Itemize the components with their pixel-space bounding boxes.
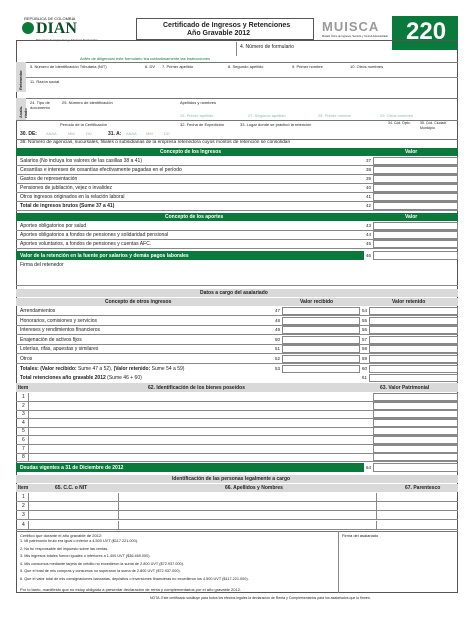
certifico-line: 1. Mi patrimonio bruto era igual o inferior a 4.500 UVT ($117.221.000). bbox=[20, 539, 139, 543]
dep-row-nombres[interactable] bbox=[118, 521, 376, 529]
otros-row-n1: 49 bbox=[274, 327, 280, 332]
ingresos-row-label: Otros ingresos originados en la relación laboral bbox=[20, 194, 125, 200]
deudas-value[interactable] bbox=[373, 463, 458, 472]
muisca-text: MUISCA bbox=[322, 19, 380, 34]
otros-row-label: Arrendamientos bbox=[20, 308, 56, 314]
muisca-logo bbox=[318, 20, 388, 38]
dep-row-parentesco[interactable] bbox=[376, 493, 458, 501]
ingresos-row-num: 40 bbox=[365, 185, 371, 190]
dv-label[interactable]: 6. DV bbox=[145, 64, 156, 69]
dep-row-item: 4 bbox=[22, 521, 25, 528]
bienes-row-item: 1 bbox=[22, 394, 25, 400]
otros-row-v1[interactable] bbox=[282, 307, 360, 315]
periodo-label: Período de la Certificación bbox=[60, 122, 107, 127]
dep-parentesco: 67. Parentesco bbox=[405, 485, 441, 491]
totales-c: Sume 47 a 52), bbox=[76, 366, 113, 372]
bienes-row-item: 3 bbox=[22, 411, 25, 418]
otros-row-v1[interactable] bbox=[282, 355, 360, 363]
dep-row-cc[interactable] bbox=[28, 511, 118, 519]
f26-label[interactable]: 26. Primer apellido bbox=[180, 113, 214, 118]
ingresos-row-num: 38 bbox=[365, 167, 371, 172]
nota: NOTA: Este certificado sustituye para todos los efectos legales la declaración de Renta y Complementarios para los asalariados que lo firmen. bbox=[150, 596, 371, 600]
otros-row-n2: 58 bbox=[361, 346, 367, 351]
bienes-row-value[interactable] bbox=[373, 393, 458, 401]
otros-row-n2: 55 bbox=[361, 317, 367, 323]
firma-asalariado-label[interactable]: Firma del asalariado bbox=[342, 533, 379, 538]
dep-row-parentesco[interactable] bbox=[376, 521, 458, 529]
f33-label[interactable]: 33. Lugar donde se practicó la retención bbox=[240, 122, 312, 127]
otros-recibido: Valor recibido bbox=[300, 299, 334, 305]
bienes-row-value[interactable] bbox=[373, 445, 458, 453]
de-dd[interactable]: DD bbox=[86, 131, 92, 136]
total-ret-num: 61 bbox=[361, 375, 367, 380]
totales-e: Sume 54 a 59) bbox=[150, 366, 185, 372]
otros-row-v1[interactable] bbox=[282, 317, 360, 325]
bienes-row-item: 6 bbox=[22, 437, 25, 443]
aportes-row-num: 43 bbox=[365, 223, 371, 228]
ingresos-row-num: 37 bbox=[365, 158, 371, 163]
dep-row-cc[interactable] bbox=[28, 521, 118, 529]
bienes-row-value[interactable] bbox=[373, 427, 458, 435]
bienes-ident: 62. Identificación de los bienes poseídos bbox=[148, 385, 245, 391]
asalariado-side-label: Asala-riado bbox=[18, 105, 28, 118]
otros-row-label: Intereses y rendimientos financieros bbox=[20, 327, 101, 333]
totales-label bbox=[20, 366, 184, 372]
ingresos-row-value[interactable] bbox=[373, 193, 458, 201]
nombre1-label[interactable]: 9. Primer nombre bbox=[292, 64, 323, 69]
a-mm[interactable]: MM bbox=[146, 131, 153, 136]
ingresos-row-value[interactable] bbox=[373, 202, 458, 210]
otros-row-label: Honorarios, comisiones y servicios bbox=[20, 317, 97, 324]
otros-row-n1: 51 bbox=[274, 346, 280, 351]
dependientes-title: Identificación de las personas legalmente a cargo bbox=[172, 476, 291, 482]
bienes-row-ident[interactable] bbox=[28, 427, 364, 435]
total-ret-label bbox=[20, 375, 142, 381]
aportes-row-label: Aportes voluntarios, a fondos de pensiones y cuentas AFC. bbox=[20, 241, 152, 247]
certifico-line: 4. Mis consumos mediante tarjeta de crédito no excedieron la suma de 2.800 UVT ($72.937.000). bbox=[20, 561, 184, 566]
bienes-row-value[interactable] bbox=[373, 402, 458, 410]
dep-item: Item bbox=[18, 485, 29, 491]
bienes-row-ident[interactable] bbox=[28, 393, 364, 401]
totales-a: Totales: bbox=[20, 366, 39, 372]
bienes-item: Item bbox=[18, 385, 29, 391]
ingresos-row-value[interactable] bbox=[373, 184, 458, 192]
dep-row-parentesco[interactable] bbox=[376, 502, 458, 510]
bienes-row-ident[interactable] bbox=[28, 445, 364, 453]
dian-logo: DIAN bbox=[36, 20, 77, 37]
otros-section-title: Datos a cargo del asalariado bbox=[200, 290, 268, 296]
deudas-label: Deudas vigentes a 31 de Diciembre de 2012 bbox=[20, 465, 124, 471]
otros-row-v2[interactable] bbox=[369, 307, 458, 315]
dep-nombres: 66. Apellidos y Nombres bbox=[225, 485, 283, 491]
otros-row-v2[interactable] bbox=[369, 317, 458, 325]
otros-row-n1: 50 bbox=[274, 336, 280, 342]
tot-v1[interactable] bbox=[282, 365, 360, 373]
field4-label: 4. Número de formulario bbox=[240, 44, 294, 50]
otros-row-line bbox=[16, 363, 458, 364]
otros-row-n2: 56 bbox=[361, 327, 367, 332]
dep-row-nombres[interactable] bbox=[118, 502, 376, 510]
divider bbox=[338, 531, 339, 593]
bienes-row-item: 4 bbox=[22, 419, 25, 426]
dep-row-item: 3 bbox=[22, 512, 25, 519]
ingresos-row-num: 39 bbox=[365, 176, 371, 181]
bienes-valor: 63. Valor Patrimonial bbox=[380, 385, 430, 391]
apellido1-label[interactable]: 7. Primer apellido bbox=[162, 64, 194, 69]
aportes-header bbox=[16, 213, 458, 221]
tot-n2: 60 bbox=[361, 366, 367, 371]
otros-row-label: Enajenación de activos fijos bbox=[20, 336, 82, 343]
form-title: Certificado de Ingresos y Retenciones bbox=[163, 22, 291, 29]
bienes-row-value[interactable] bbox=[373, 419, 458, 427]
ingresos-valor: Valor bbox=[405, 149, 418, 155]
dep-row-parentesco[interactable] bbox=[376, 511, 458, 519]
divider bbox=[26, 77, 458, 78]
ingresos-row-label: Cesantías e intereses de cesantías efectivamente pagadas en el período bbox=[20, 167, 182, 173]
dep-row-item: 1 bbox=[22, 494, 25, 500]
f35-label[interactable]: 35. Cód. Ciudad/ Municipio bbox=[420, 121, 447, 130]
aportes-row-value[interactable] bbox=[373, 231, 458, 239]
bienes-row-value[interactable] bbox=[373, 410, 458, 418]
title-box bbox=[136, 18, 314, 40]
ingresos-row-value[interactable] bbox=[373, 166, 458, 174]
dep-row-nombres[interactable] bbox=[118, 493, 376, 501]
aportes-row-label: Aportes obligatorios por salud bbox=[20, 223, 87, 229]
tipo-doc-label[interactable]: 24. Tipo de documento bbox=[30, 100, 50, 110]
ingresos-row-value[interactable] bbox=[373, 157, 458, 165]
otros-row-n1: 48 bbox=[274, 317, 280, 323]
tot-v2[interactable] bbox=[369, 365, 458, 373]
dep-row-item: 2 bbox=[22, 503, 25, 510]
muisca-subtitle: Modelo Único de Ingresos, Servicio y Control Automatizado bbox=[322, 35, 388, 38]
f28-label[interactable]: 28. Primer nombre bbox=[318, 113, 352, 118]
ingresos-header bbox=[16, 148, 458, 156]
certifico-line: 6. Que el valor total de mis consignaciones bancarias, depósitos o inversiones financieras no excedieron los 4.500 UVT ($117.221.000). bbox=[20, 576, 249, 581]
bienes-row-ident[interactable] bbox=[28, 402, 364, 410]
dep-row-line bbox=[16, 529, 458, 530]
otros-row-n1: 52 bbox=[274, 355, 280, 361]
otros-row-v1[interactable] bbox=[282, 345, 360, 353]
otros-row-v2[interactable] bbox=[369, 355, 458, 363]
ingresos-row-label: Pensiones de jubilación, vejez o invalidez bbox=[20, 185, 113, 191]
dian-logo-icon bbox=[22, 22, 34, 34]
nombre2-label[interactable]: 10. Otros nombres bbox=[350, 64, 384, 69]
otros-row-n2: 57 bbox=[361, 336, 367, 342]
ingresos-row-value[interactable] bbox=[373, 175, 458, 183]
dep-cc: 65. C.C. o NIT bbox=[55, 485, 88, 491]
bienes-row-ident[interactable] bbox=[28, 436, 364, 444]
otros-row-v2[interactable] bbox=[369, 345, 458, 353]
certifico-title: Certifico que durante el año gravable de 2012: bbox=[20, 533, 103, 538]
certifico-footer: Por lo tanto, manifiesto que no estoy obligado a presentar declaración de renta y complementarios por el año gravable 2012. bbox=[20, 587, 242, 592]
otros-row-v1[interactable] bbox=[282, 336, 360, 344]
otros-retenido: Valor retenido bbox=[392, 299, 426, 305]
de-label: 30. DE: bbox=[20, 131, 37, 137]
bienes-row-ident[interactable] bbox=[28, 453, 364, 461]
aportes-concepto: Concepto de los aportes bbox=[165, 214, 224, 220]
totales-d: (Valor retenido: bbox=[113, 366, 151, 372]
dep-row-cc[interactable] bbox=[28, 502, 118, 510]
tot-n1: 53 bbox=[274, 366, 280, 371]
aportes-valor: Valor bbox=[405, 214, 418, 220]
ingresos-row-label: Total de ingresos brutos (Sume 37 a 41) bbox=[20, 203, 115, 209]
apellido2-label[interactable]: 8. Segundo apellido bbox=[228, 64, 264, 69]
otros-row-n1: 47 bbox=[274, 308, 280, 313]
nit-label[interactable]: 5. Número de Identificación Tributaria (NIT) bbox=[30, 64, 107, 69]
firma-retenedor-label: Firma del retenedor bbox=[20, 262, 64, 268]
retencion-label: Valor de la retención en la fuente por salarios y demás pagos laborales bbox=[20, 253, 189, 259]
bienes-row-value[interactable] bbox=[373, 453, 458, 461]
certifico-line: 5. Que el total de mis compras y consumos no superaron la suma de 2.800 UVT ($72.937.000). bbox=[20, 569, 181, 573]
ingresos-concepto: Concepto de los Ingresos bbox=[160, 149, 222, 155]
otros-row-v2[interactable] bbox=[369, 326, 458, 334]
republic-label: REPÚBLICA DE COLOMBIA bbox=[24, 16, 76, 21]
dep-row-nombres[interactable] bbox=[118, 511, 376, 519]
a-label: 31. A: bbox=[108, 131, 122, 137]
form-number-field[interactable] bbox=[236, 42, 372, 56]
bienes-row-value[interactable] bbox=[373, 436, 458, 444]
num-id-label[interactable]: 25. Número de identificación bbox=[62, 100, 113, 105]
ingresos-row-label: Salarios (No incluya los valores de las casillas 38 a 41) bbox=[20, 158, 143, 164]
total-ret-b: (Sume 46 + 60) bbox=[107, 375, 142, 381]
dep-row-cc[interactable] bbox=[28, 493, 118, 501]
retenedor-side-label: Retenedor bbox=[18, 70, 23, 90]
otros-row-n2: 54 bbox=[361, 308, 367, 313]
total-ret-value[interactable] bbox=[369, 374, 458, 382]
f27-label[interactable]: 27. Segundo apellido bbox=[248, 113, 286, 118]
certifico-line: 2. No fui responsable del impuesto sobre las ventas. bbox=[20, 546, 109, 551]
ingresos-row-line bbox=[16, 210, 458, 211]
totales-b: (Valor recibido: bbox=[40, 366, 77, 372]
total-ret-a: Total retenciones año gravable 2012 bbox=[20, 375, 106, 381]
instructions-text: Antes de diligenciar este formulario lea cuidadosamente las instrucciones bbox=[80, 56, 211, 61]
retencion-num: 46 bbox=[365, 253, 371, 258]
a-aaaa[interactable]: AAAA bbox=[126, 131, 137, 136]
otros-concepto: Concepto de otros ingresos bbox=[105, 299, 172, 305]
otros-row-n2: 59 bbox=[361, 355, 367, 361]
retencion-value[interactable] bbox=[373, 251, 458, 260]
f32-label[interactable]: 32. Fecha de Expedición bbox=[180, 122, 225, 127]
otros-row-label: Loterías, rifas, apuestas y similares bbox=[20, 346, 99, 352]
dian-subtitle: Dirección de Impuestos y Aduanas Nacionales bbox=[36, 38, 98, 42]
f36-label[interactable]: 36. Número de agencias, sucursales, filiales o subsidiarias de la empresa retenedora cuyos montos de retención se consolidan bbox=[20, 140, 291, 145]
bienes-row-item: 7 bbox=[22, 445, 25, 452]
bienes-row-item: 8 bbox=[22, 454, 25, 461]
f29-label[interactable]: 29. Otros nombres bbox=[380, 113, 414, 118]
otros-row-v2[interactable] bbox=[369, 336, 458, 344]
ingresos-row-num: 41 bbox=[365, 194, 371, 199]
razon-social-label[interactable]: 11. Razón social bbox=[30, 79, 60, 84]
aportes-row-value[interactable] bbox=[373, 222, 458, 230]
apellidos-label: Apellidos y nombres bbox=[180, 100, 217, 105]
bienes-row-ident[interactable] bbox=[28, 419, 364, 427]
aportes-row-num: 44 bbox=[365, 232, 371, 237]
otros-row-v1[interactable] bbox=[282, 326, 360, 334]
ingresos-row-num: 42 bbox=[365, 203, 371, 208]
bienes-row-item: 2 bbox=[22, 402, 25, 409]
a-dd[interactable]: DD bbox=[164, 131, 170, 136]
certifico-line: 3. Mis ingresos totales fueron iguales o inferiores a 1.400 UVT ($36.469.000). bbox=[20, 554, 151, 558]
aportes-row-num: 45 bbox=[365, 241, 371, 246]
aportes-row-label: Aportes obligatorios a fondos de pensiones y solidaridad pensional bbox=[20, 232, 169, 238]
deudas-num: 64 bbox=[365, 465, 371, 470]
form-number: 220 bbox=[406, 18, 447, 45]
bienes-row-ident[interactable] bbox=[28, 410, 364, 418]
f34-label[interactable]: 34. Cód. Dpto. bbox=[388, 121, 411, 125]
form-year: Año Gravable 2012 bbox=[187, 30, 251, 37]
firma-retenedor-box[interactable] bbox=[16, 260, 458, 286]
ingresos-row-label: Gastos de representación bbox=[20, 176, 78, 182]
de-mm[interactable]: MM bbox=[68, 131, 75, 136]
aportes-row-line bbox=[16, 248, 458, 249]
aportes-row-value[interactable] bbox=[373, 240, 458, 248]
de-aaaa[interactable]: AAAA bbox=[46, 131, 57, 136]
bienes-row-item: 5 bbox=[22, 428, 25, 435]
otros-row-label: Otros bbox=[20, 355, 33, 362]
